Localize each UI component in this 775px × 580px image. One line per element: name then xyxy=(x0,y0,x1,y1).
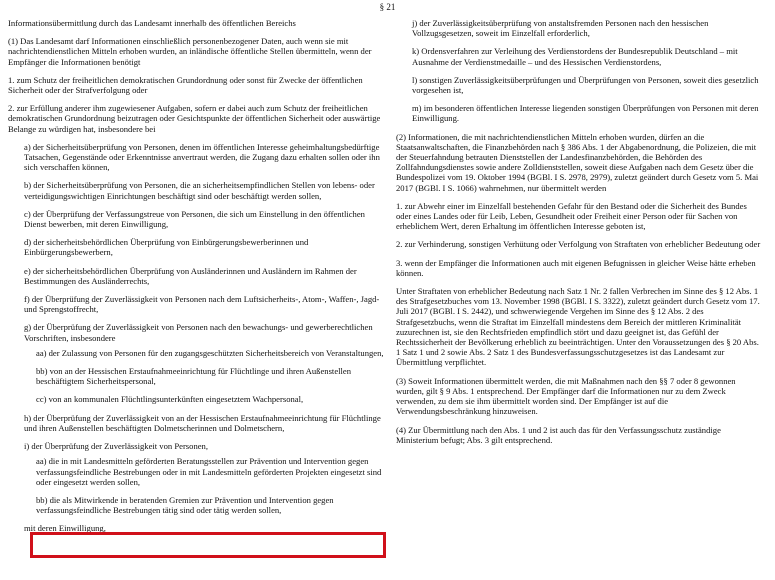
item-2d: d) der sicherheitsbehördlichen Überprüfung von Einbürgerungsbewerberinnen und Einbürgerungsbewerbern, xyxy=(24,237,309,258)
right-column xyxy=(396,18,764,453)
item-2g-aa: aa) der Zulassung von Personen für den zugangsgeschützten Sicherheitsbereich von Veranstaltungen, xyxy=(36,347,384,358)
item-2l: l) sonstigen Zuverlässigkeitsüberprüfungen und Überprüfungen von Personen, soweit dies gesetzlich vorgesehen ist, xyxy=(412,74,759,96)
paragraph-2: (2) Informationen, die mit nachrichtendienstlichen Mitteln erhoben wurden, dürfen an die Staatsanwaltschaften, die Finanzbehörden nach § 386 Abs. 1 der Abgabenordnung, die Polizeien, die mit der Steuerfahndung betrauten Dienststellen der Landesfinanzbehörden, die Behörden des Zollfahndungsdienstes sowie andere Zolldienststellen, soweit diese Aufgaben nach dem Gesetz über die Bundespolizei vom 19. Oktober 1994 (BGBl. I S. 2978, 2979), zuletzt geändert durch Gesetz vom 5. Mai 2017 (BGBl. I S. 1066) wahrnehmen, nur übermittelt werden xyxy=(396,131,759,193)
item-2a: a) der Sicherheitsüberprüfung von Personen, denen im öffentlichen Interesse geheimhaltungsbedürftige Tatsachen, Gegenstände oder Erkenntnisse anvertraut werden, die Zugang dazu erhalten sollen oder ihn sich verschaffen können, xyxy=(24,141,380,173)
paragraph-2-item-1: 1. zur Abwehr einer im Einzelfall bestehenden Gefahr für den Bestand oder die Sicherheit des Bundes oder eines Landes oder für Leib, Leben, Gesundheit oder Freiheit einer Person oder für Sachen von erheblichem Wert, deren Erhaltung im öffentlichen Interesse geboten ist, xyxy=(396,200,747,232)
item-2: 2. zur Erfüllung anderer ihm zugewiesener Aufgaben, sofern er dabei auch zum Schutz der freiheitlichen demokratischen Grundordnung beizutragen oder Gesichtspunkte der öffentlichen Sicherheit oder auswärtige Belange zu würdigen hat, insbesondere bei xyxy=(8,103,381,134)
paragraph-2-item-2: 2. zur Verhinderung, sonstigen Verhütung oder Verfolgung von Straftaten von erheblicher Bedeutung oder xyxy=(396,239,761,250)
item-2h: h) der Überprüfung der Zuverlässigkeit von an der Hessischen Erstaufnahmeeinrichtung für Flüchtlinge und ihren Außenstellen beschäftigten Dolmetscherinnen und Dolmetschern, xyxy=(24,412,381,433)
paragraph-2-definition: Unter Straftaten von erheblicher Bedeutung nach Satz 1 Nr. 2 fallen Verbrechen im Sinne des § 12 Abs. 1 des Strafgesetzbuches vom 13. November 1998 (BGBl. I S. 3322), zuletzt geändert durch Gesetz vom 17. Juli 2017 (BGBl. I S. 2442), und schwerwiegende Vergehen im Sinne des § 12 Abs. 2 des Strafgesetzbuchs, wenn die Straftat im Einzelfall mindestens dem Bereich der mittleren Kriminalität zuzurechnen ist, sie den Rechtsfrieden empfindlich stört und dazu geeignet ist, das Gefühl der Rechtssicherheit der Bevölkerung erheblich zu beeinträchtigen. Unter den Voraussetzungen des § 20 Abs. 1 Satz 1 und 2 sowie Abs. 2 Satz 1 des Bundesverfassungsschutzgesetzes ist das Landesamt zur Übermittlung verpflichtet. xyxy=(396,286,760,368)
item-2m: m) im besonderen öffentlichen Interesse liegenden sonstigen Überprüfungen von Personen mit deren Einwilligung. xyxy=(412,103,759,124)
consent-clause: mit deren Einwilligung, xyxy=(24,523,106,534)
item-2g-bb: bb) von an der Hessischen Erstaufnahmeeinrichtung für Flüchtlinge und ihren Außenstellen beschäftigtem Sicherheitspersonal, xyxy=(36,366,352,387)
item-1: 1. zum Schutz der freiheitlichen demokratischen Grundordnung oder sonst für Zwecke der öffentlichen Sicherheit oder der Strafverfolgung oder xyxy=(8,74,363,96)
item-2c: c) der Überprüfung der Verfassungstreue von Personen, die sich um Einstellung in den öffentlichen Dienst bewerben, mit deren Einwilligung, xyxy=(24,208,365,230)
item-2i-aa: aa) die in mit Landesmitteln geförderten Beratungsstellen zur Prävention und Intervention gegen verfassungsfeindliche Bestrebungen oder in mit Landesmitteln geförderten Projekten eingesetzt sind oder eingesetzt werden sollen, xyxy=(36,456,382,487)
item-2i: i) der Überprüfung der Zuverlässigkeit von Personen, xyxy=(24,441,208,452)
highlight-box xyxy=(30,532,386,558)
section-number: § 21 xyxy=(379,2,396,12)
item-2j: j) der Zuverlässigkeitsüberprüfung von anstaltsfremden Personen nach den hessischen Vollzugsgesetzen, soweit im Einzelfall erforderlich, xyxy=(412,18,709,39)
item-2f: f) der Überprüfung der Zuverlässigkeit von Personen nach dem Luftsicherheits-, Atom-, Waffen-, Jagd- und Sprengstoffrecht, xyxy=(24,294,380,315)
item-2g-cc: cc) von an kommunalen Flüchtlingsunterkünften eingesetztem Wachpersonal, xyxy=(36,394,304,405)
paragraph-2-item-3: 3. wenn der Empfänger die Informationen auch mit eigenen Befugnissen in gleicher Weise hätte erheben können. xyxy=(396,257,756,278)
item-2g: g) der Überprüfung der Zuverlässigkeit von Personen nach den bewachungs- und gewerberechtlichen Vorschriften, insbesondere xyxy=(24,322,373,343)
item-2e: e) der sicherheitsbehördlichen Überprüfung von Ausländerinnen und Ausländern im Rahmen der Bestimmungen des Ausländerrechts, xyxy=(24,265,357,286)
item-2k: k) Ordensverfahren zur Verleihung des Verdienstordens der Bundesrepublik Deutschland – mit Ausnahme der Verdienstmedaille – und des Hessischen Verdienstordens, xyxy=(412,46,738,67)
left-column xyxy=(8,18,386,542)
paragraph-1: (1) Das Landesamt darf Informationen einschließlich personenbezogener Daten, auch wenn sie mit nachrichtendienstlichen Mitteln erhoben wurden, an inländische öffentliche Stellen übermitteln, wenn der Empfänger die Informationen benötigt xyxy=(8,36,372,67)
section-heading: Informationsübermittlung durch das Landesamt innerhalb des öffentlichen Bereichs xyxy=(8,18,296,28)
paragraph-3: (3) Soweit Informationen übermittelt werden, die mit Maßnahmen nach den §§ 7 oder 8 gewonnen wurden, gilt § 9 Abs. 1 entsprechend. Der Empfänger darf die Informationen nur zu dem Zweck verwenden, zu dem sie ihm übermittelt worden sind. Der Empfänger ist auf die Verwendungsbeschränkung hinzuweisen. xyxy=(396,375,736,417)
paragraph-4: (4) Zur Übermittlung nach den Abs. 1 und 2 ist auch das für den Verfassungsschutz zuständige Ministerium befugt; Abs. 3 gilt entsprechend. xyxy=(396,424,721,445)
item-2i-bb: bb) die als Mitwirkende in beratenden Gremien zur Prävention und Intervention gegen verfassungsfeindliche Bestrebungen tätig sind oder tätig werden sollen, xyxy=(36,494,334,516)
item-2b: b) der Sicherheitsüberprüfung von Personen, die an sicherheitsempfindlichen Stellen von lebens- oder verteidigungswichtigen Einrichtungen beschäftigt sind oder beschäftigt werden sollen, xyxy=(24,180,375,201)
